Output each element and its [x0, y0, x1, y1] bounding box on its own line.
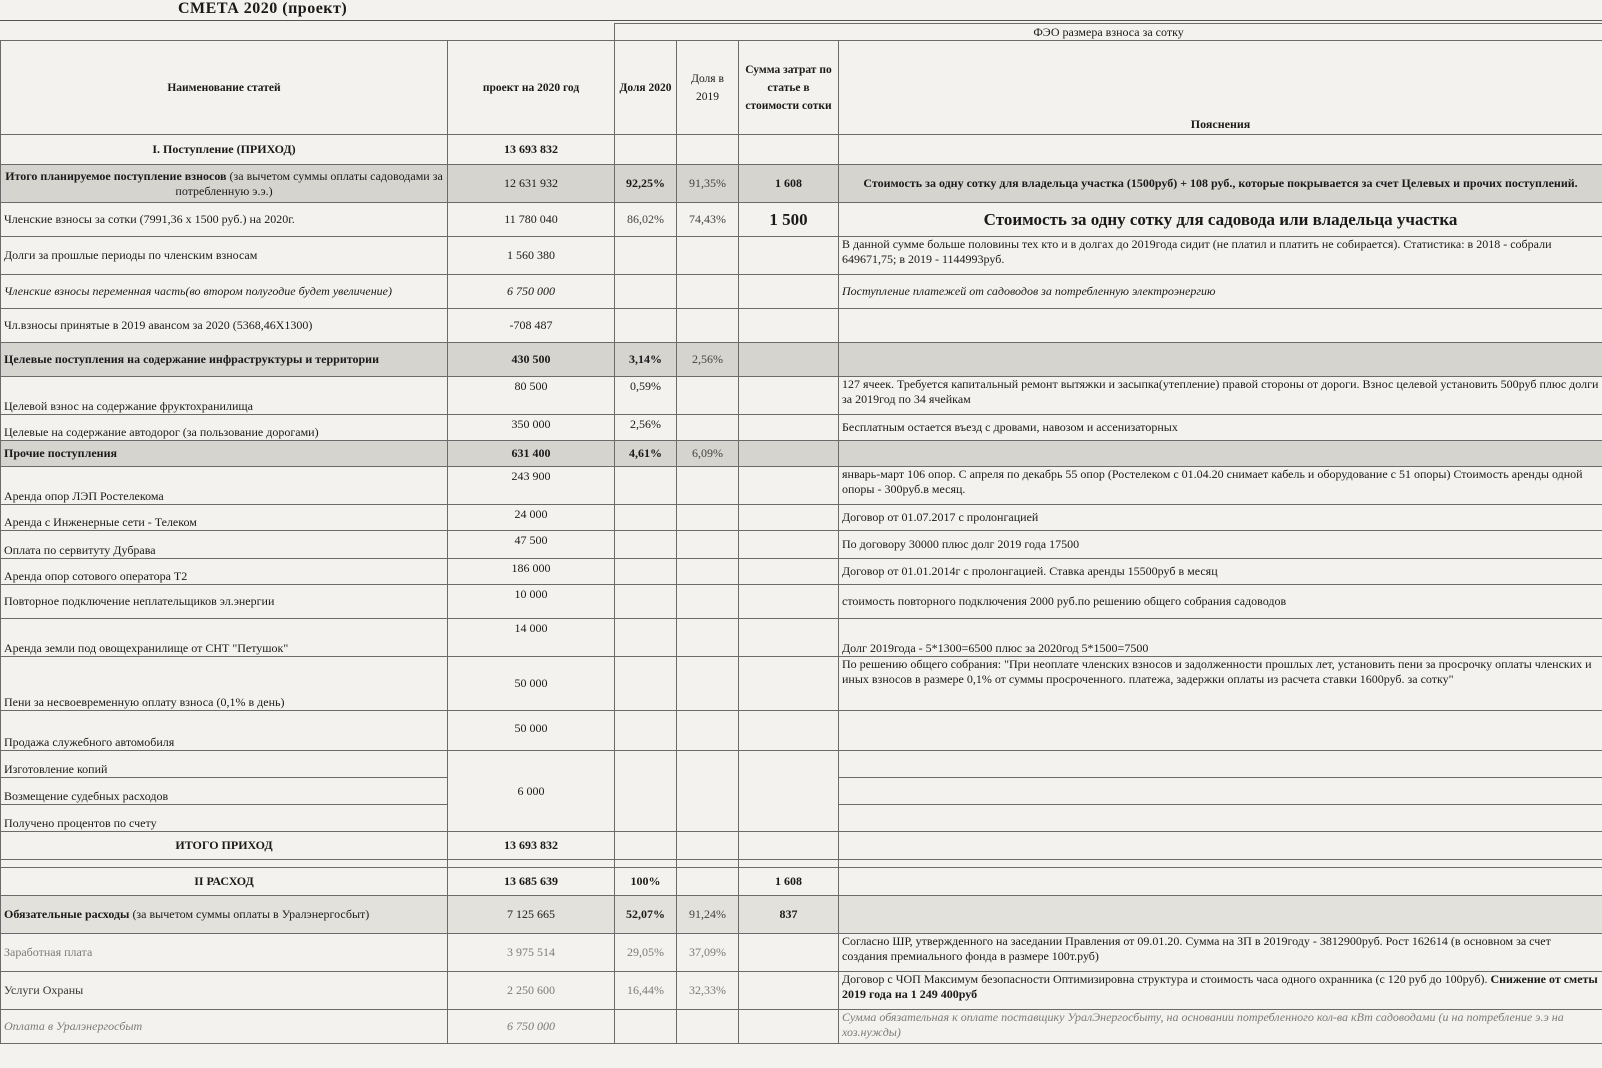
- row-note: По договору 30000 плюс долг 2019 года 17500: [839, 531, 1602, 559]
- table-row: [1, 934, 1602, 972]
- row-name: Пени за несвоевременную оплату взноса (0,1% в день): [1, 657, 448, 711]
- table-row: [1, 441, 1602, 467]
- row-note: По решению общего собрания: "При неоплате членских взносов и задолженности прошлых лет, установить пени за просрочку оплаты членских и иных взносов в размере 0,1% от суммы просроченного. платежа, задержки оплаты из расчета ставки 1600руб. за сотку": [839, 657, 1602, 711]
- row-note: [839, 778, 1602, 805]
- table-row: [1, 467, 1602, 505]
- income-total-row: [1, 832, 1602, 860]
- row-project: 14 000: [448, 619, 615, 657]
- section-expense-share: 100%: [615, 868, 677, 896]
- row-note: Договор от 01.07.2017 с пролонгацией: [839, 505, 1602, 531]
- row-name: Аренда опор ЛЭП Ростелекома: [1, 467, 448, 505]
- row-name: Изготовление копий: [1, 751, 448, 778]
- row-share-2019: 91,24%: [677, 896, 739, 934]
- row-cost: 837: [739, 896, 839, 934]
- row-name: Услуги Охраны: [1, 972, 448, 1010]
- row-share-2020: 29,05%: [615, 934, 677, 972]
- row-note: Стоимость за одну сотку для владельца участка (1500руб) + 108 руб., которые покрывается за счет Целевых и прочих поступлений.: [839, 165, 1602, 203]
- table-row: [1, 751, 1602, 778]
- row-name: Членские взносы за сотки (7991,36 х 1500 руб.) на 2020г.: [1, 203, 448, 237]
- row-project: 6 000: [448, 751, 615, 832]
- row-cost: 1 500: [739, 203, 839, 237]
- table-row: [1, 203, 1602, 237]
- table-row: [1, 1010, 1602, 1044]
- row-project: -708 487: [448, 309, 615, 343]
- row-share-2020: 2,56%: [615, 415, 677, 441]
- table-row: [1, 657, 1602, 711]
- row-share-2020: 0,59%: [615, 377, 677, 415]
- row-project: 6 750 000: [448, 1010, 615, 1044]
- row-share-2019: 74,43%: [677, 203, 739, 237]
- row-note: [839, 896, 1602, 934]
- row-share-2020: 3,14%: [615, 343, 677, 377]
- row-project: 12 631 932: [448, 165, 615, 203]
- spacer-row: [1, 860, 1602, 868]
- col-header-notes: Пояснения: [839, 41, 1602, 135]
- table-row: [1, 377, 1602, 415]
- row-name: Аренда опор сотового оператора Т2: [1, 559, 448, 585]
- section-expense-total: 13 685 639: [448, 868, 615, 896]
- row-share-2019: 2,56%: [677, 343, 739, 377]
- row-project: 11 780 040: [448, 203, 615, 237]
- table-row: [1, 711, 1602, 751]
- header-row-feo: [1, 24, 1602, 41]
- section-income-row: [1, 135, 1602, 165]
- col-header-project: проект на 2020 год: [448, 41, 615, 135]
- row-name: Продажа служебного автомобиля: [1, 711, 448, 751]
- row-cost: 1 608: [739, 165, 839, 203]
- table-row: [1, 585, 1602, 619]
- row-project: 50 000: [448, 657, 615, 711]
- row-name: Итого планируемое поступление взносов (за вычетом суммы оплаты садоводами за потребленную э.э.): [1, 165, 448, 203]
- table-row: [1, 972, 1602, 1010]
- row-note: Договор от 01.01.2014г с пролонгацией. Ставка аренды 15500руб в месяц: [839, 559, 1602, 585]
- section-expense-title: II РАСХОД: [1, 868, 448, 896]
- table-row: [1, 275, 1602, 309]
- row-project: 186 000: [448, 559, 615, 585]
- row-name: Аренда земли под овощехранилище от СНТ "Петушок": [1, 619, 448, 657]
- table-row: [1, 559, 1602, 585]
- row-note: Бесплатным остается въезд с дровами, навозом и ассенизаторных: [839, 415, 1602, 441]
- feo-header: ФЭО размера взноса за сотку: [615, 24, 1602, 41]
- table-row: [1, 343, 1602, 377]
- row-project: 6 750 000: [448, 275, 615, 309]
- row-name: Членские взносы переменная часть(во втором полугодие будет увеличение): [1, 275, 448, 309]
- row-note: Поступление платежей от садоводов за потребленную электроэнергию: [839, 275, 1602, 309]
- row-share-2020: 52,07%: [615, 896, 677, 934]
- row-note: [839, 309, 1602, 343]
- row-share-2019: 37,09%: [677, 934, 739, 972]
- table-row: [1, 531, 1602, 559]
- income-total-label: ИТОГО ПРИХОД: [1, 832, 448, 860]
- row-project: 430 500: [448, 343, 615, 377]
- row-project: 2 250 600: [448, 972, 615, 1010]
- row-note: Стоимость за одну сотку для садовода или владельца участка: [839, 203, 1602, 237]
- row-name: Целевые на содержание автодорог (за пользование дорогами): [1, 415, 448, 441]
- row-note: [839, 343, 1602, 377]
- row-name: Повторное подключение неплательщиков эл.энергии: [1, 585, 448, 619]
- section-expense-cost: 1 608: [739, 868, 839, 896]
- row-note: 127 ячеек. Требуется капитальный ремонт вытяжки и засыпка(утепление) правой стороны от дороги. Взнос целевой установить 500руб плюс долги за 2019год по 34 ячейкам: [839, 377, 1602, 415]
- row-name: Заработная плата: [1, 934, 448, 972]
- row-note: Согласно ШР, утвержденного на заседании Правления от 09.01.20. Сумма на ЗП в 2019году - 3812900руб. Рост 162614 (в основном за счет создания премиального фонда в размере 100т.руб): [839, 934, 1602, 972]
- row-note: Договор с ЧОП Максимум безопасности Оптимизировна структура и стоимость часа одного охранника (с 120 руб до 100руб). Снижение от сметы 2019 года на 1 249 400руб: [839, 972, 1602, 1010]
- row-project: 47 500: [448, 531, 615, 559]
- row-note: январь-март 106 опор. С апреля по декабрь 55 опор (Ростелеком с 01.04.20 снимает кабель и оборудование с 51 опоры) Стоимость аренды одной опоры - 300руб.в месяц.: [839, 467, 1602, 505]
- row-share-2020: 16,44%: [615, 972, 677, 1010]
- row-project: 350 000: [448, 415, 615, 441]
- row-share-2020: 4,61%: [615, 441, 677, 467]
- row-project: 631 400: [448, 441, 615, 467]
- table-row: [1, 619, 1602, 657]
- table-row: [1, 415, 1602, 441]
- row-project: 50 000: [448, 711, 615, 751]
- section-income-total: 13 693 832: [448, 135, 615, 165]
- section-expense-row: [1, 868, 1602, 896]
- row-note: [839, 751, 1602, 778]
- row-name: Оплата по сервитуту Дубрава: [1, 531, 448, 559]
- row-name: Оплата в Уралэнергосбыт: [1, 1010, 448, 1044]
- row-project: 3 975 514: [448, 934, 615, 972]
- row-note: Долг 2019года - 5*1300=6500 плюс за 2020год 5*1500=7500: [839, 619, 1602, 657]
- table-row: [1, 309, 1602, 343]
- row-note: [839, 805, 1602, 832]
- row-note: Сумма обязательная к оплате поставщику УралЭнергосбыту, на основании потребленного кол-ва кВт садоводами (и на потребление э.э на хоз.нужды): [839, 1010, 1602, 1044]
- row-share-2020: 86,02%: [615, 203, 677, 237]
- row-name: Возмещение судебных расходов: [1, 778, 448, 805]
- row-name: Целевые поступления на содержание инфраструктуры и территории: [1, 343, 448, 377]
- row-name: Долги за прошлые периоды по членским взносам: [1, 237, 448, 275]
- row-note: [839, 441, 1602, 467]
- col-header-share-2019: Доля в 2019: [677, 41, 739, 135]
- row-project: 1 560 380: [448, 237, 615, 275]
- table-row: [1, 237, 1602, 275]
- col-header-cost-per-sotka: Сумма затрат по статье в стоимости сотки: [739, 41, 839, 135]
- header-row: [1, 41, 1602, 135]
- row-name: Получено процентов по счету: [1, 805, 448, 832]
- table-row: [1, 505, 1602, 531]
- budget-table: [0, 23, 1602, 1044]
- col-header-name: Наименование статей: [1, 41, 448, 135]
- row-share-2020: 92,25%: [615, 165, 677, 203]
- row-note: В данной сумме больше половины тех кто и в долгах до 2019года сидит (не платил и платить не собирается). Статистика: в 2018 - собрали 649671,75; в 2019 - 1144993руб.: [839, 237, 1602, 275]
- row-name: Аренда с Инженерные сети - Телеком: [1, 505, 448, 531]
- row-name: Обязательные расходы (за вычетом суммы оплаты в Уралэнергосбыт): [1, 896, 448, 934]
- table-row: [1, 165, 1602, 203]
- row-share-2019: 32,33%: [677, 972, 739, 1010]
- row-note: стоимость повторного подключения 2000 руб.по решению общего собрания садоводов: [839, 585, 1602, 619]
- top-divider: [0, 20, 1602, 21]
- row-name: Чл.взносы принятые в 2019 авансом за 2020 (5368,46Х1300): [1, 309, 448, 343]
- table-row: [1, 896, 1602, 934]
- row-share-2019: 6,09%: [677, 441, 739, 467]
- row-project: 24 000: [448, 505, 615, 531]
- row-project: 10 000: [448, 585, 615, 619]
- row-note: [839, 711, 1602, 751]
- col-header-share-2020: Доля 2020: [615, 41, 677, 135]
- row-project: 243 900: [448, 467, 615, 505]
- income-total-value: 13 693 832: [448, 832, 615, 860]
- row-project: 7 125 665: [448, 896, 615, 934]
- page-title: СМЕТА 2020 (проект): [178, 0, 348, 17]
- row-name: Прочие поступления: [1, 441, 448, 467]
- row-name: Целевой взнос на содержание фруктохранилища: [1, 377, 448, 415]
- section-income-title: I. Поступление (ПРИХОД): [1, 135, 448, 165]
- row-project: 80 500: [448, 377, 615, 415]
- row-share-2019: 91,35%: [677, 165, 739, 203]
